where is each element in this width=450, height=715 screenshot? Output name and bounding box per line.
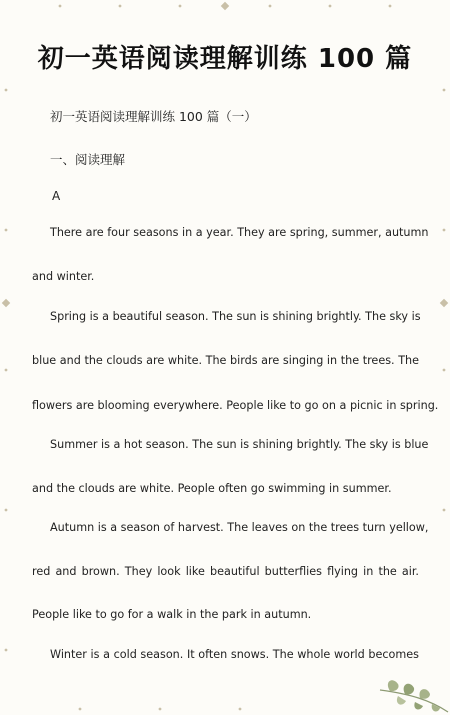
paragraph-line: blue and the clouds are white. The birds are singing in the trees. The <box>32 354 419 367</box>
leaf-decoration-icon <box>370 660 450 715</box>
page-title: 初一英语阅读理解训练 100 篇 <box>37 44 413 74</box>
paragraph-line: red and brown. They look like beautiful butterflies flying in the air. <box>32 565 419 578</box>
passage-label: A <box>52 189 61 203</box>
document-subtitle: 初一英语阅读理解训练 100 篇（一） <box>50 109 257 124</box>
paragraph-line: Spring is a beautiful season. The sun is shining brightly. The sky is <box>50 310 421 323</box>
paragraph-line: Winter is a cold season. It often snows. The whole world becomes <box>50 648 419 661</box>
paragraph-line: and winter. <box>32 270 95 283</box>
paragraph-line: flowers are blooming everywhere. People like to go on a picnic in spring. <box>32 399 439 412</box>
paragraph-line: and the clouds are white. People often go swimming in summer. <box>32 482 392 495</box>
section-heading: 一、阅读理解 <box>50 152 126 167</box>
paragraph-line: Autumn is a season of harvest. The leaves on the trees turn yellow, <box>50 521 429 534</box>
paragraph-line: There are four seasons in a year. They are spring, summer, autumn <box>50 226 429 239</box>
paragraph-line: Summer is a hot season. The sun is shining brightly. The sky is blue <box>50 438 429 451</box>
paragraph-line: People like to go for a walk in the park in autumn. <box>32 608 312 621</box>
